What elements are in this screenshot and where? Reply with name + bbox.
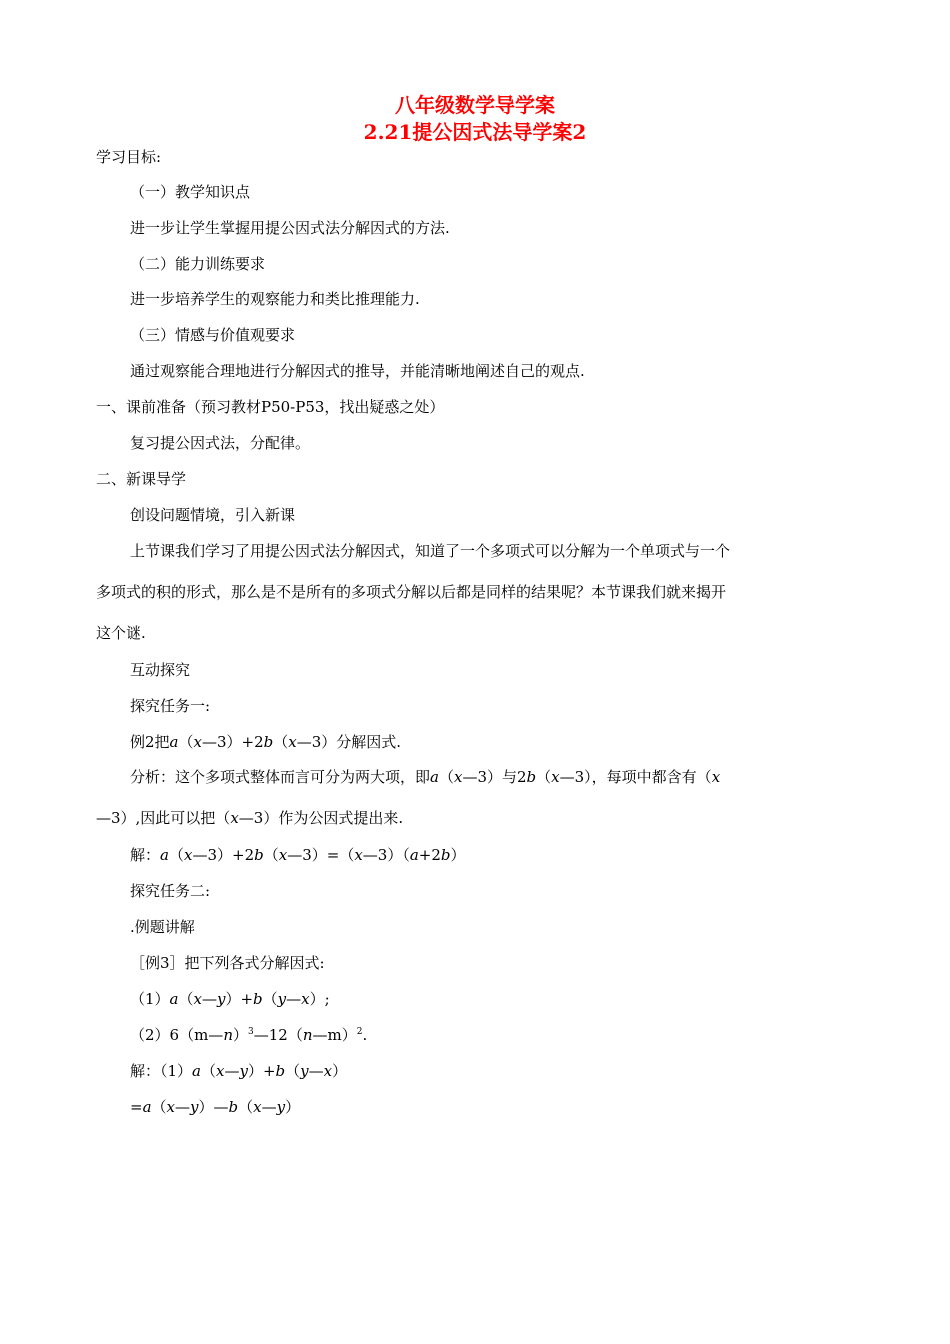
- solution-3-line-2: =a（x—y）—b（x—y）: [130, 1098, 301, 1116]
- section-1-text: 复习提公因式法，分配律。: [130, 434, 311, 452]
- objectives-heading: 学习目标:: [96, 148, 162, 166]
- objective-3-text: 通过观察能合理地进行分解因式的推导，并能清晰地阐述自己的观点.: [130, 362, 585, 380]
- lesson-title: 2.21提公因式法导学案2: [363, 120, 587, 144]
- task-2-heading: 探究任务二:: [130, 882, 211, 900]
- paragraph-line: 上节课我们学习了用提公因式法分解因式，知道了一个多项式可以分解为一个单项式与一个: [130, 542, 731, 560]
- solution-3-line-1: 解：（1）a（x—y）+b（y—x）: [130, 1062, 348, 1080]
- example-explain-heading: .例题讲解: [130, 918, 195, 936]
- objective-3-heading: （三）情感与价值观要求: [130, 326, 296, 344]
- objective-2-text: 进一步培养学生的观察能力和类比推理能力.: [130, 290, 420, 308]
- example-2: 例2把a（x—3）+2b（x—3）分解因式.: [130, 733, 402, 751]
- task-1-heading: 探究任务一:: [130, 697, 211, 715]
- solution-example-2: 解：a（x—3）+2b（x—3）=（x—3）（a+2b）: [130, 846, 466, 864]
- document-title: 八年级数学导学案: [395, 93, 555, 117]
- example-3-heading: ［例3］把下列各式分解因式:: [130, 954, 325, 972]
- analysis-line-1: 分析：这个多项式整体而言可分为两大项，即a（x—3）与2b（x—3），每项中都含有（x: [130, 768, 721, 786]
- example-3-item-1: （1）a（x—y）+b（y—x）;: [130, 990, 330, 1008]
- section-1-heading: 一、课前准备（预习教材P50-P53，找出疑惑之处）: [96, 398, 445, 416]
- section-2-intro: 创设问题情境，引入新课: [130, 506, 296, 524]
- objective-2-heading: （二）能力训练要求: [130, 255, 266, 273]
- paragraph-line: 多项式的积的形式，那么是不是所有的多项式分解以后都是同样的结果呢？本节课我们就来揭开: [96, 583, 727, 601]
- objective-1-heading: （一）教学知识点: [130, 183, 251, 201]
- interactive-heading: 互动探究: [130, 661, 191, 679]
- section-2-heading: 二、新课导学: [96, 470, 187, 488]
- example-3-item-2: （2）6（m—n）$^3$—12（n—m）$^2$.: [130, 1026, 368, 1044]
- objective-1-text: 进一步让学生掌握用提公因式法分解因式的方法.: [130, 219, 450, 237]
- analysis-line-2: —3）,因此可以把（x—3）作为公因式提出来.: [96, 809, 404, 827]
- paragraph-line: 这个谜.: [96, 624, 146, 642]
